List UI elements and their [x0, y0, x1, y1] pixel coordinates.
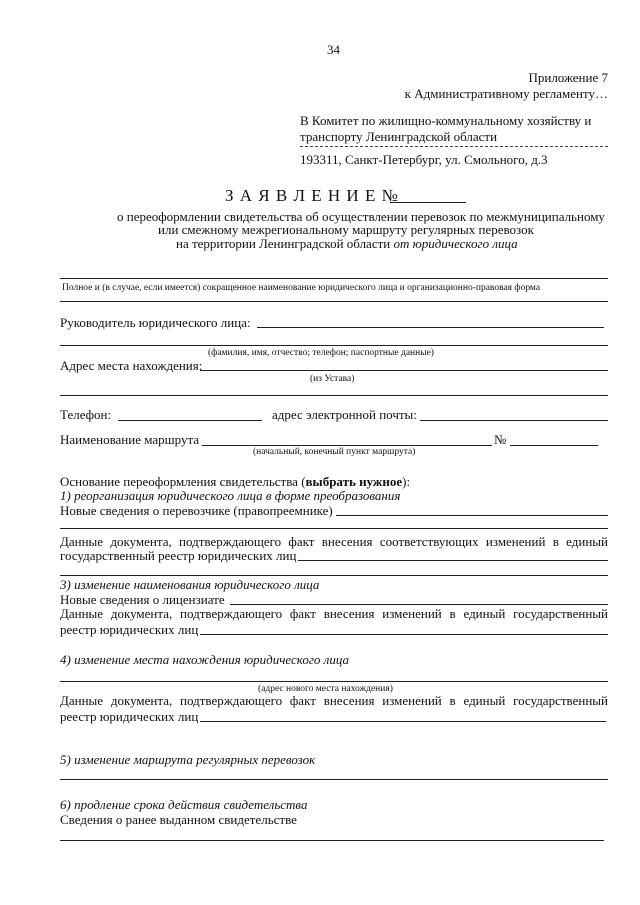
- email-label: адрес электронной почты:: [272, 407, 417, 422]
- document-word: Данные: [60, 693, 104, 708]
- document-word: подтверждающего: [180, 693, 283, 708]
- appendix-number: Приложение 7: [528, 70, 608, 85]
- route-number-field[interactable]: [510, 445, 598, 446]
- option-1-document-field[interactable]: [298, 560, 608, 561]
- option-5-route-field[interactable]: [60, 779, 608, 780]
- option-4-document-label: реестр юридических лиц: [60, 709, 199, 724]
- addressee-line-2: транспорту Ленинградской области: [300, 129, 498, 144]
- address-field-2[interactable]: [60, 395, 608, 396]
- option-1-carrier-label: Новые сведения о перевозчике (правопреемнике): [60, 503, 333, 518]
- title-line-1: о переоформлении свидетельства об осуществлении перевозок по межмуниципальному: [117, 209, 605, 224]
- document-word: в: [449, 606, 456, 621]
- legal-entity-name-field[interactable]: [60, 278, 608, 279]
- basis-intro: [60, 474, 410, 489]
- document-word: единый: [566, 534, 608, 549]
- addressee-line-1: В Комитет по жилищно-коммунальному хозяйству и: [300, 113, 592, 128]
- document-word: документа,: [110, 693, 173, 708]
- title-applicant-type: от юридического лица: [393, 236, 518, 251]
- document-word: факт: [289, 693, 316, 708]
- document-word: внесения: [323, 606, 375, 621]
- document-word: внесения: [323, 693, 375, 708]
- option-3-licensee-field[interactable]: [230, 604, 608, 605]
- legal-entity-name-caption: Полное и (в случае, если имеется) сокращенное наименование юридического лица и организационно-правовая форма: [62, 283, 541, 293]
- option-6-title: 6) продление срока действия свидетельства: [60, 797, 308, 812]
- address-caption: (из Устава): [310, 374, 355, 384]
- basis-intro-text: Основание переоформления свидетельства (: [60, 474, 306, 489]
- option-1-title: 1) реорганизация юридического лица в форме преобразования: [60, 488, 401, 503]
- head-caption: (фамилия, имя, отчество; телефон; паспортные данные): [208, 348, 434, 358]
- route-label: Наименование маршрута: [60, 432, 200, 447]
- form-title-text: З А Я В Л Е Н И Е №: [225, 186, 399, 205]
- option-4-document-field[interactable]: [200, 721, 606, 722]
- form-number-field[interactable]: [390, 202, 466, 203]
- document-word: единый: [463, 606, 506, 621]
- legal-entity-name-field-2[interactable]: [60, 301, 608, 302]
- title-line-2: или смежному межрегиональному маршруту регулярных перевозок: [158, 222, 534, 237]
- head-label: Руководитель юридического лица:: [60, 315, 251, 330]
- addressee-address: 193311, Санкт-Петербург, ул. Смольного, д.3: [300, 152, 548, 167]
- option-1-carrier-field[interactable]: [336, 515, 608, 516]
- document-word: изменений: [485, 534, 546, 549]
- page-number: 34: [327, 42, 340, 57]
- phone-field[interactable]: [118, 420, 262, 421]
- address-field[interactable]: [200, 370, 608, 371]
- document-word: соответствующих: [379, 534, 479, 549]
- address-label: Адрес места нахождения:: [60, 358, 203, 373]
- option-4-title: 4) изменение места нахождения юридического лица: [60, 652, 350, 667]
- email-field[interactable]: [420, 420, 608, 421]
- head-field[interactable]: [257, 327, 604, 328]
- option-3-licensee-label: Новые сведения о лицензиате: [60, 592, 225, 607]
- option-1-carrier-field-2[interactable]: [60, 528, 608, 529]
- document-word: изменений: [382, 606, 442, 621]
- appendix-reference: к Административному регламенту…: [404, 86, 608, 101]
- option-3-document-line-1: [60, 606, 608, 621]
- option-5-title: 5) изменение маршрута регулярных перевозок: [60, 752, 316, 767]
- document-word: Данные: [60, 534, 104, 549]
- basis-intro-end: ):: [402, 474, 411, 489]
- document-word: Данные: [60, 606, 104, 621]
- option-3-document-field[interactable]: [200, 634, 608, 635]
- document-word: в: [449, 693, 456, 708]
- route-number-label: №: [494, 432, 507, 447]
- option-4-address-field[interactable]: [60, 681, 608, 682]
- addressee-separator: [300, 146, 608, 147]
- head-field-2[interactable]: [60, 345, 608, 346]
- document-word: документа,: [110, 534, 172, 549]
- document-word: подтверждающего: [180, 606, 283, 621]
- basis-intro-bold: выбрать нужное: [305, 474, 403, 489]
- option-6-certificate-field[interactable]: [60, 840, 604, 841]
- document-word: единый: [463, 693, 506, 708]
- option-1-document-field-2[interactable]: [60, 575, 608, 576]
- form-title: [225, 186, 399, 206]
- phone-label: Телефон:: [60, 407, 112, 422]
- document-word: факт: [289, 606, 316, 621]
- route-caption: (начальный, конечный пункт маршрута): [253, 447, 416, 457]
- option-4-caption: (адрес нового места нахождения): [258, 684, 393, 694]
- option-1-document-line-1: [60, 534, 608, 549]
- document-word: подтверждающего: [179, 534, 282, 549]
- option-4-document-line-1: [60, 693, 608, 708]
- document-word: факт: [288, 534, 315, 549]
- option-6-certificate-label: Сведения о ранее выданном свидетельстве: [60, 812, 297, 827]
- document-word: государственный: [513, 693, 608, 708]
- option-3-document-label: реестр юридических лиц: [60, 622, 199, 637]
- document-word: в: [552, 534, 559, 549]
- option-3-title: 3) изменение наименования юридического лица: [60, 577, 320, 592]
- title-line-3-text: на территории Ленинградской области: [176, 236, 391, 251]
- document-word: изменений: [382, 693, 442, 708]
- document-word: государственный: [513, 606, 608, 621]
- title-line-3: [176, 236, 518, 251]
- document-word: документа,: [110, 606, 173, 621]
- route-field[interactable]: [202, 445, 492, 446]
- document-word: внесения: [321, 534, 373, 549]
- option-1-document-label: государственный реестр юридических лиц: [60, 548, 297, 563]
